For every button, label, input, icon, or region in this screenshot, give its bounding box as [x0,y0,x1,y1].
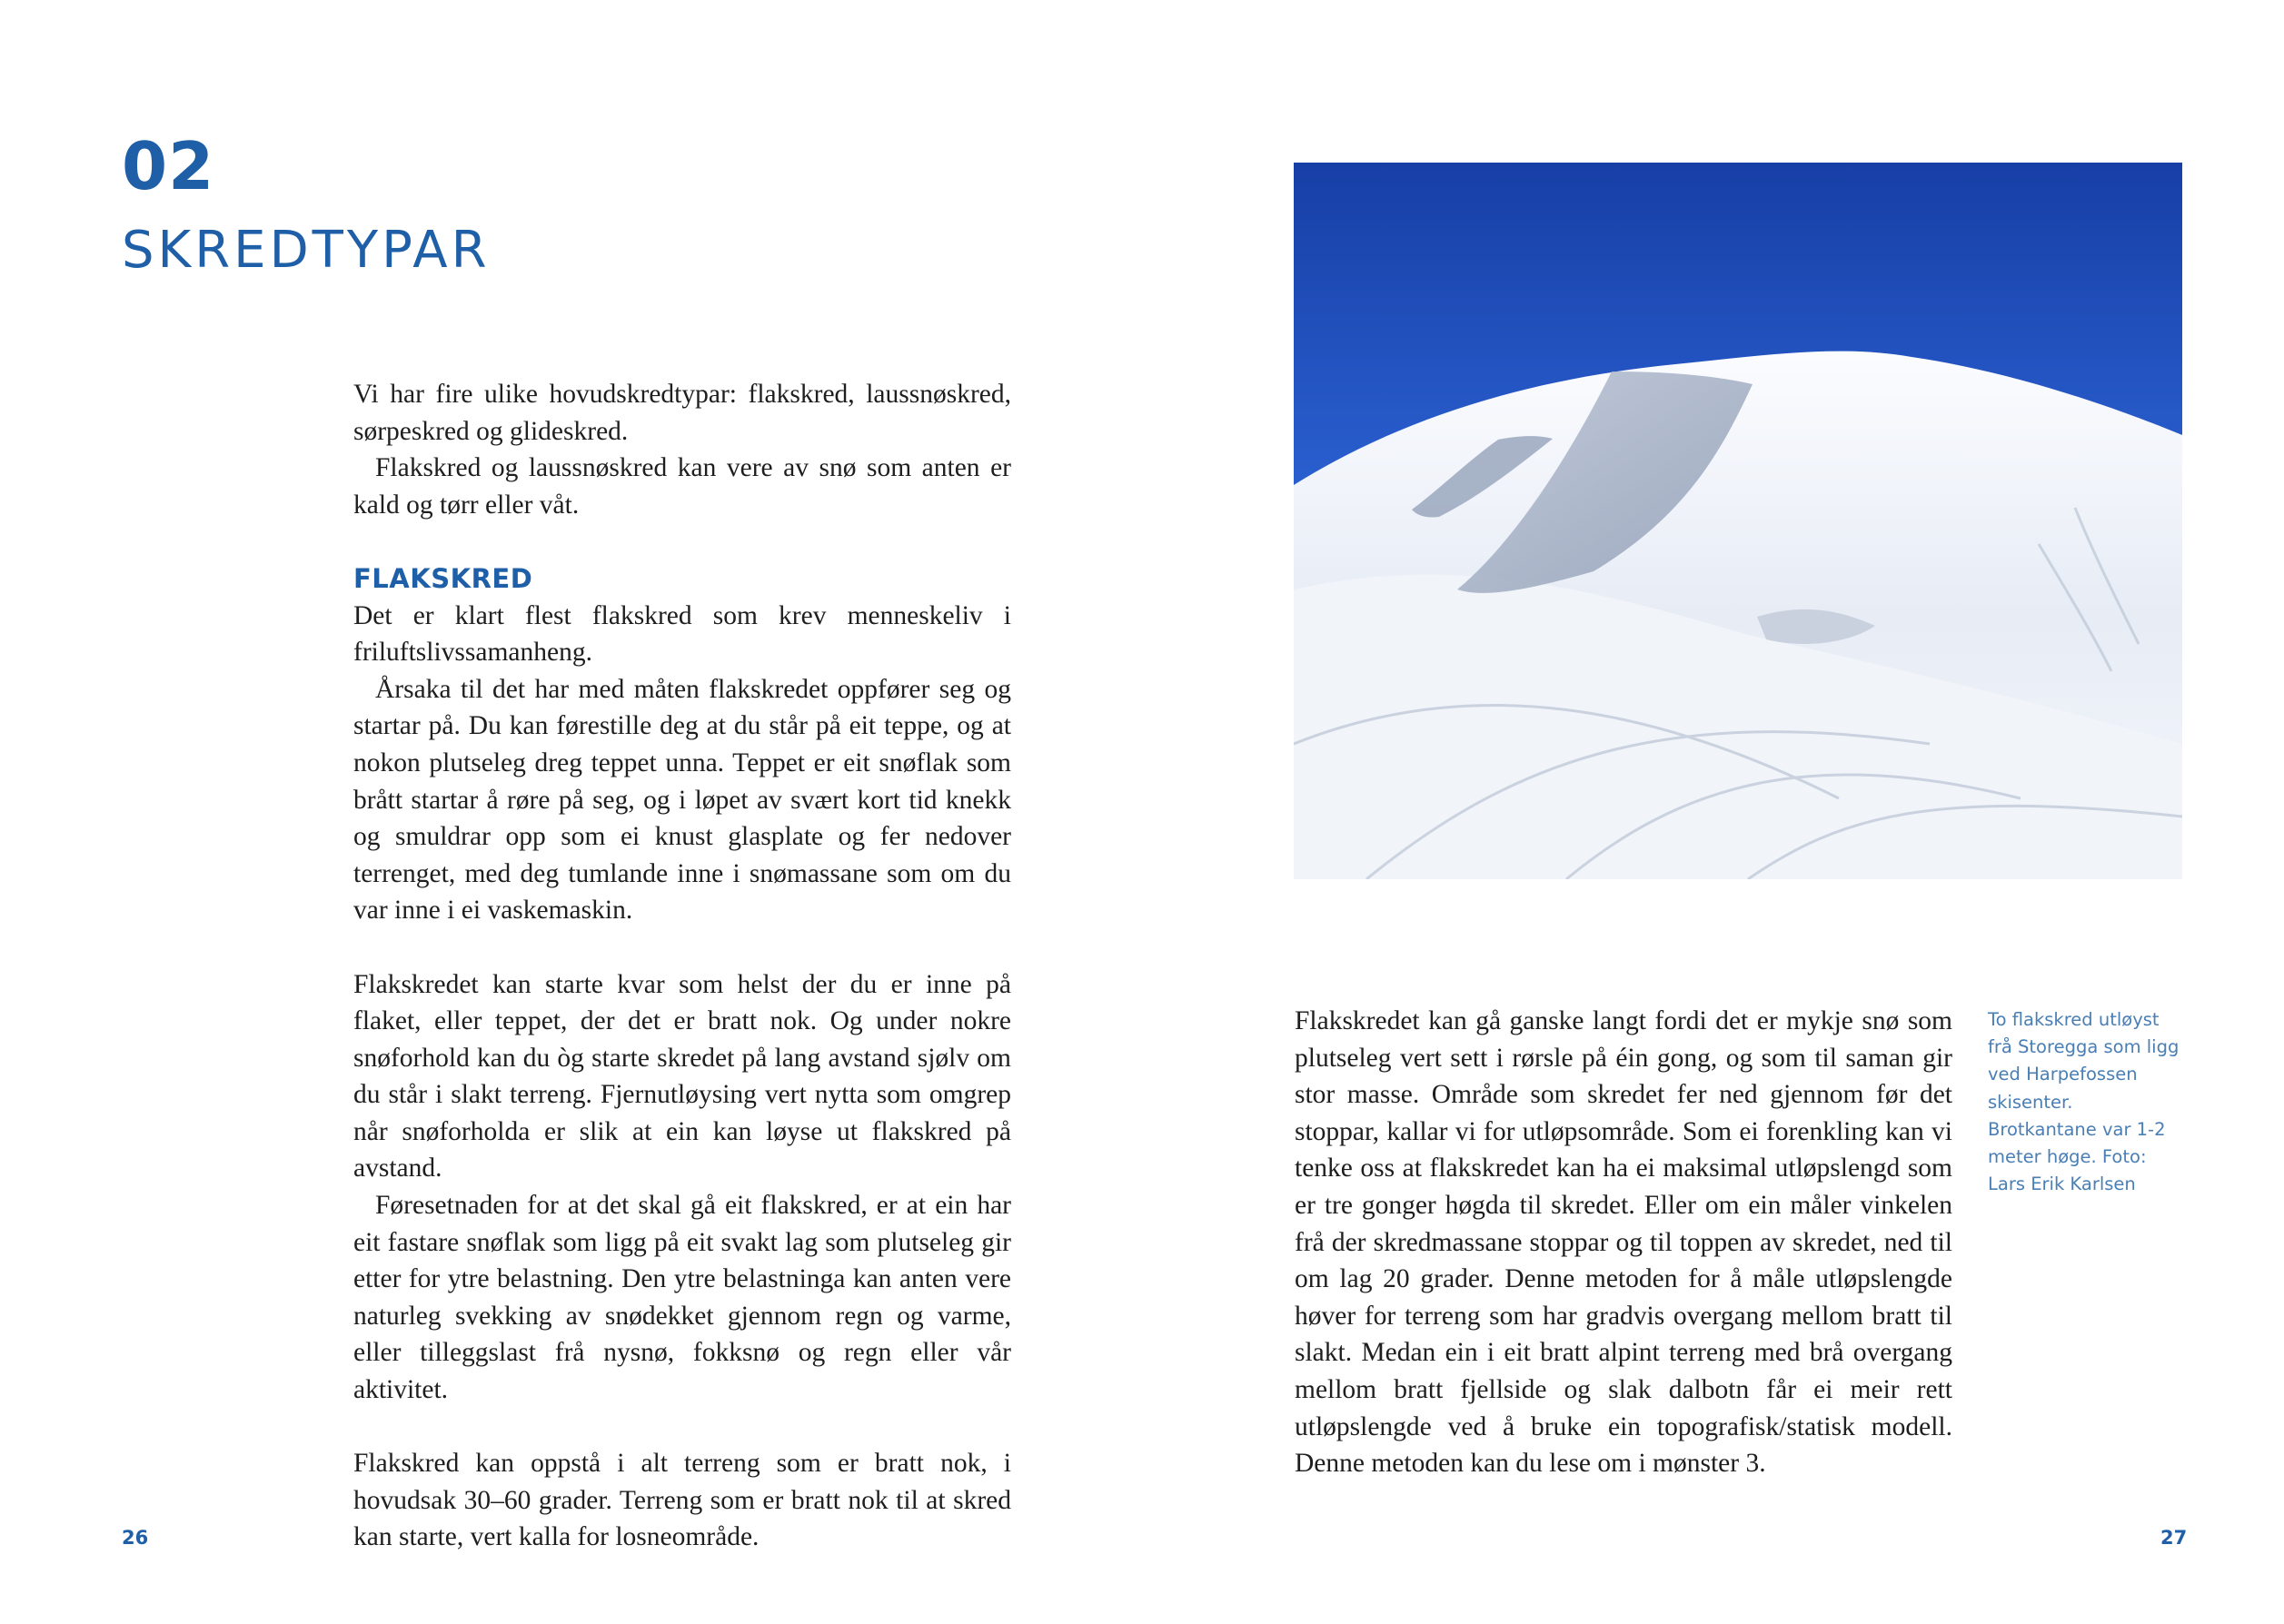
intro-paragraph: Flakskred og laussnøskred kan vere av snø som anten er kald og tørr eller våt. [353,453,1011,520]
page-number-left: 26 [122,1527,149,1549]
body-paragraph: Det er klart flest flakskred som krev menneskeliv i friluftslivssamanheng. [353,600,1011,668]
body-paragraph: Flakskredet kan gå ganske langt fordi det er mykje snø som plutseleg vert sett i rørsle på éin gong, og som til saman gir stor masse. Område som skredet fer ned gjennom før det stoppar, kallar vi for utløpsområde. Som ei forenkling kan vi tenke oss at flakskredet kan ha ei maksimal utløpslengd som er tre gonger høgda til skredet. Eller om ein måler vinkelen frå der skredmassane stoppar og til toppen av skredet, ned til om lag 20 grader. Denne metoden for å måle utløpslengde høver for terreng som har gradvis overgang mellom bratt til slakt. Medan ein i eit bratt alpint terreng med brå overgang mellom bratt fjellside og slak dalbotn får ei meir rett utløpslengde ved å bruke ein topografisk/statisk modell. Denne metoden kan du lese om i mønster 3. [1295,1006,1952,1479]
section-heading-flakskred: FLAKSKRED [353,562,533,594]
body-paragraph: Årsaka til det har med måten flakskredet oppfører seg og startar på. Du kan førestille deg at du står på eit teppe, og at nokon plutseleg dreg teppet unna. Teppet er eit snøflak som brått startar å røre på seg, og i løpet av svært kort tid knekk og smuldrar opp som ei knust glasplate og fer nedover terrenget, med deg tumlande inne i snømassane som om du var inne i ei vaskemaskin. [353,674,1011,926]
page-number-right: 27 [2160,1527,2188,1549]
chapter-title: SKREDTYPAR [122,221,491,280]
body-paragraph: Føresetnaden for at det skal gå eit flakskred, er at ein har eit fastare snøflak som ligg på eit svakt lag som plutseleg gir etter for ytre belastning. Den ytre belastninga kan anten vere naturleg svekking av snødekket gjennom regn og varme, eller tilleggslast frå nysnø, fokksnø og regn eller vår aktivitet. [353,1191,1011,1405]
intro-paragraph: Vi har fire ulike hovudskredtypar: flakskred, laussnøskred, sørpeskred og glideskred. [353,380,1011,446]
photo-caption: To flakskred utløyst frå Storegga som ligg ved Harpefossen skisenter. Brotkantane var 1-2 meter høge. Foto: Lars Erik Karlsen [1988,1009,2180,1195]
body-paragraph: Flakskred kan oppstå i alt terreng som er bratt nok, i hovudsak 30–60 grader. Terreng som er bratt nok til at skred kan starte, vert kalla for losneområde. [353,1449,1011,1552]
body-paragraph: Flakskredet kan starte kvar som helst der du er inne på flaket, eller teppet, der det er bratt nok. Og under nokre snøforhold kan du òg starte skredet på lang avstand sjølv om du står i slakt terreng. Fjernutløysing vert nytta som omgrep når snøforholda er slik at ein kan løyse ut flakskred på avstand. [353,969,1011,1183]
right-text-column [1295,1003,1952,1482]
left-text-column [353,376,1011,1556]
avalanche-photo [1294,163,2182,879]
snow-slope-illustration [1294,163,2182,879]
chapter-number: 02 [122,128,215,204]
